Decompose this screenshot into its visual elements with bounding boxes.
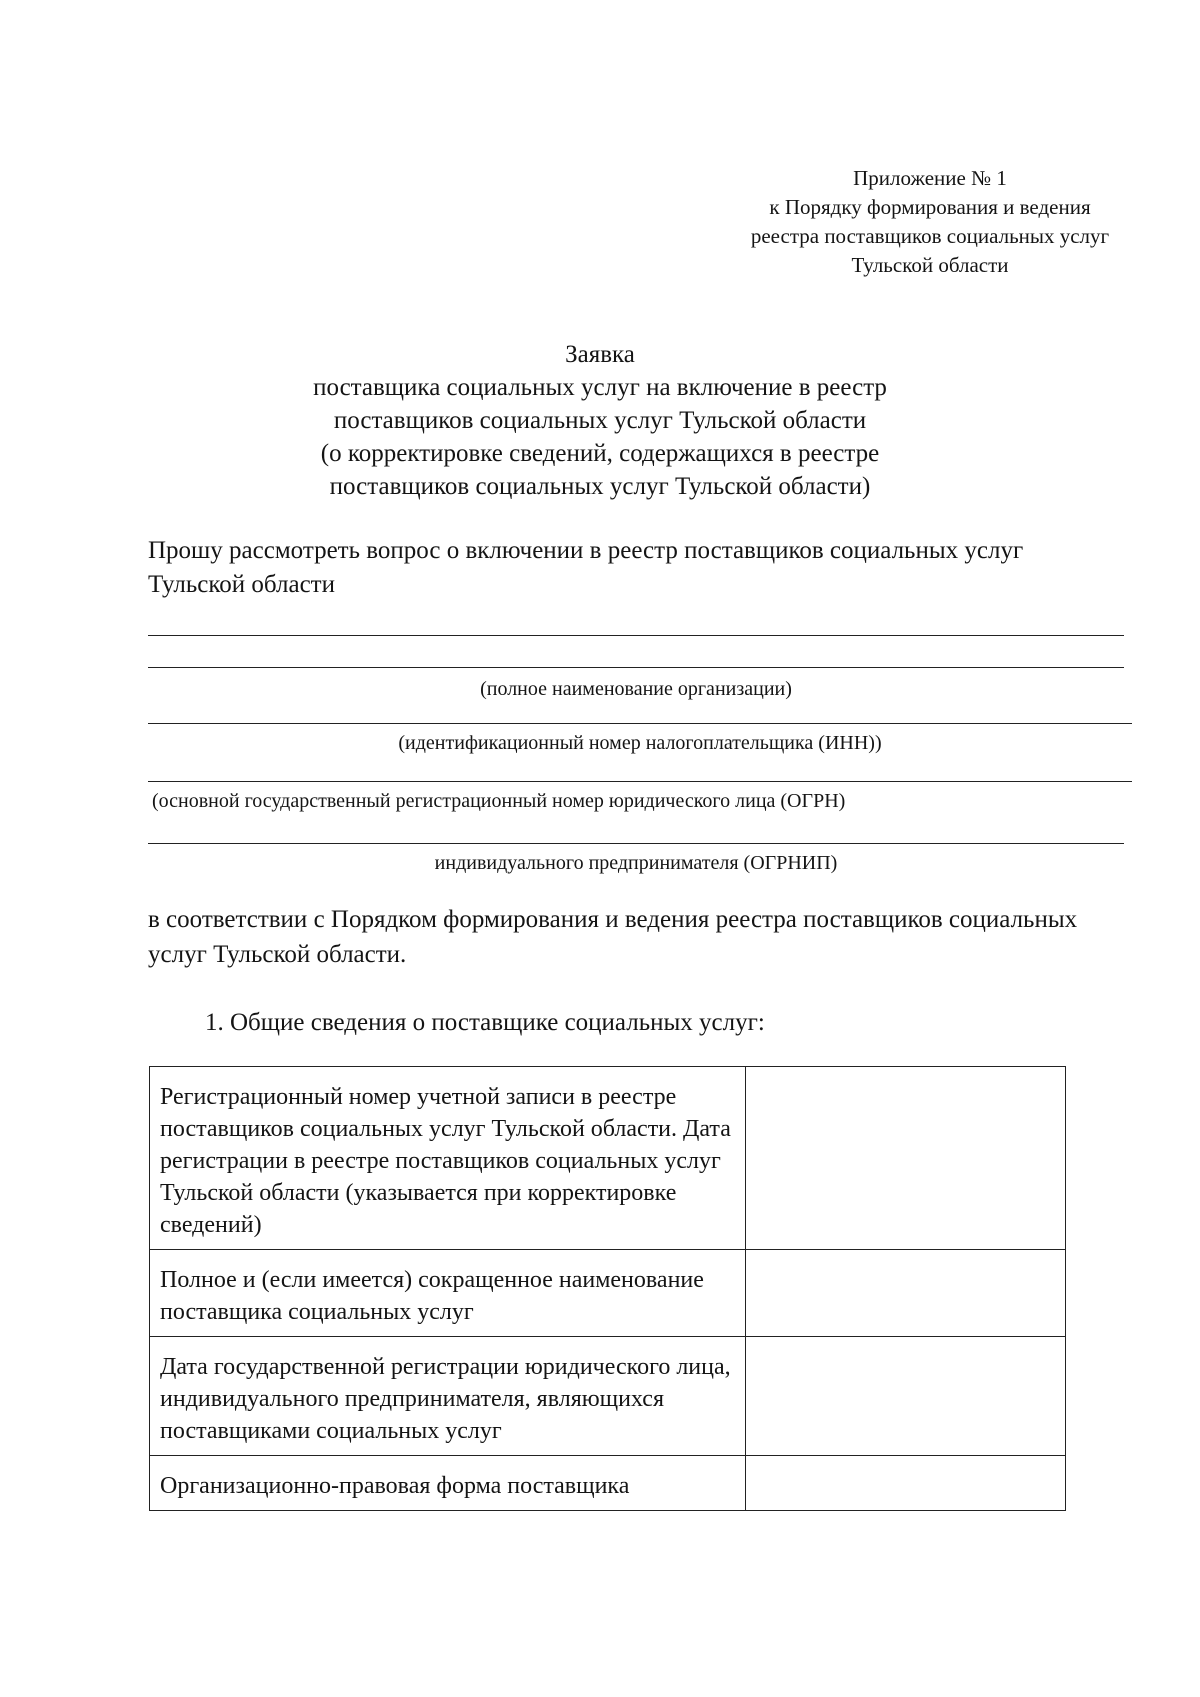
appendix-line: Тульской области — [851, 253, 1009, 277]
table-cell-label: Дата государственной регистрации юридического лица, индивидуального предпринимателя, являющихся поставщиками социальных услуг — [150, 1337, 746, 1456]
table-cell-label: Полное и (если имеется) сокращенное наименование поставщика социальных услуг — [150, 1250, 746, 1337]
section-heading: 1. Общие сведения о поставщике социальных услуг: — [205, 1009, 765, 1036]
table-cell-value — [746, 1337, 1066, 1456]
title-heading: Заявка — [565, 341, 635, 368]
ogrn-line — [148, 781, 1132, 782]
inn-line — [148, 723, 1132, 724]
conformity-paragraph: в соответствии с Порядком формирования и ведения реестра поставщиков социальных услуг Тульской области. — [148, 906, 1078, 968]
general-info-table — [149, 1066, 1066, 1511]
table-row — [150, 1067, 1066, 1250]
table-row — [150, 1456, 1066, 1511]
ogrnip-line — [148, 843, 1124, 844]
table-cell-label: Организационно-правовая форма поставщика — [150, 1456, 746, 1511]
appendix-line: реестра поставщиков социальных услуг — [750, 224, 1110, 248]
title-line: поставщиков социальных услуг Тульской области — [333, 407, 867, 434]
ogrn-caption: (основной государственный регистрационный номер юридического лица (ОГРН) — [152, 790, 846, 812]
appendix-number: Приложение № 1 — [853, 166, 1007, 190]
org-name-caption: (полное наименование организации) — [480, 678, 792, 700]
table-cell-value — [746, 1456, 1066, 1511]
org-name-line-2 — [148, 667, 1124, 668]
title-line: (о корректировке сведений, содержащихся в реестре — [320, 440, 880, 467]
request-paragraph: Прошу рассмотреть вопрос о включении в реестр поставщиков социальных услуг Тульской области — [148, 537, 1024, 598]
title-line: поставщика социальных услуг на включение в реестр — [313, 374, 887, 401]
table-row — [150, 1250, 1066, 1337]
appendix-header — [700, 164, 1160, 280]
table-row — [150, 1337, 1066, 1456]
inn-caption: (идентификационный номер налогоплательщика (ИНН)) — [398, 732, 882, 754]
org-name-line-1 — [148, 635, 1124, 636]
table-cell-value — [746, 1250, 1066, 1337]
document-title — [230, 338, 970, 503]
table-cell-value — [746, 1067, 1066, 1250]
appendix-line: к Порядку формирования и ведения — [769, 195, 1091, 219]
ogrnip-caption: индивидуального предпринимателя (ОГРНИП) — [434, 852, 838, 874]
title-line: поставщиков социальных услуг Тульской области) — [329, 473, 871, 500]
table-cell-label: Регистрационный номер учетной записи в реестре поставщиков социальных услуг Тульской области. Дата регистрации в реестре поставщиков социальных услуг Тульской области (указывается при корректировке сведений) — [150, 1067, 746, 1250]
